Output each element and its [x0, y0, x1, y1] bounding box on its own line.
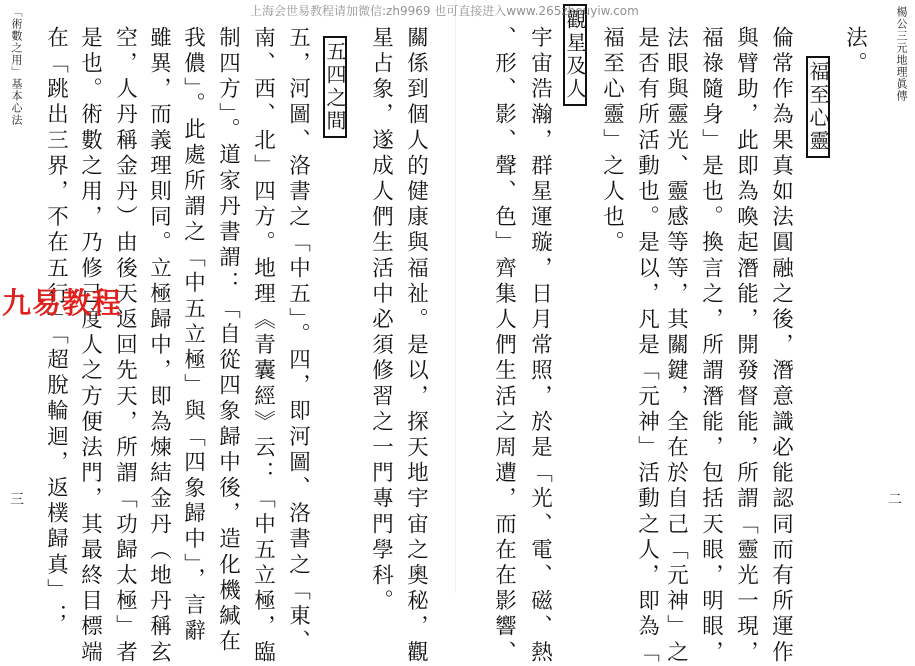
text-column: 關係到個人的健康與福祉。是以，探天地宇宙之奧秘，觀	[403, 26, 429, 666]
left-page-running-title: 「術數之用」基本心法	[10, 6, 23, 126]
text-column: 法。	[842, 26, 868, 78]
text-column: 南、西、北」四方。地理《青囊經》云：「中五立極，臨	[250, 26, 276, 666]
text-column: 在「跳出三界，不在五行」「超脫輪迴，返樸歸真」；	[43, 26, 69, 630]
section-heading: 五四之間	[323, 36, 347, 138]
text-column: 福至心靈」之人也。	[599, 26, 625, 257]
text-column: 宇宙浩瀚，群星運璇，日月常照，於是「光、電、磁、熱	[527, 26, 553, 666]
right-page-number: 二	[888, 492, 902, 508]
site-logo: 九易教程	[2, 286, 123, 320]
text-column: 倫常作為果真如法圓融之後，潛意識必能認同而有所運作	[768, 26, 794, 666]
text-column: 是否有所活動也。是以，凡是「元神」活動之人，即為「	[634, 26, 660, 666]
left-page-number: 三	[10, 492, 24, 508]
section-heading: 福至心靈	[806, 56, 830, 158]
text-column: 空，人丹稱金丹）由後天返回先天，所謂「功歸太極」者	[112, 26, 138, 666]
text-column: 是也。術數之用，乃修己度人之方便法門，其最終目標端	[77, 26, 103, 666]
watermark-text: 上海会世易教程请加微信:zh9969 也可直接进入www.265zhouyiw.com	[250, 4, 639, 18]
text-column: 法眼與靈光、靈感等等，其關鍵，全在於自己「元神」之	[663, 26, 689, 666]
text-column: 星占象，遂成人們生活中必須修習之一門專門學科。	[368, 26, 394, 615]
page-spine	[455, 0, 456, 593]
section-heading: 觀星及人	[563, 4, 587, 106]
text-column: 制四方」。道家丹書謂：「自從四象歸中後，造化機緘在	[215, 26, 241, 656]
text-column: 福祿隨身」是也。換言之，所謂潛能，包括天眼，明眼，	[698, 26, 724, 666]
text-column: 五，河圖、洛書之「中五」。四，即河圖、洛書之「東、	[285, 26, 311, 656]
text-column: 與臂助，此即為喚起潛能，開發督能，所謂「靈光一現，	[733, 26, 759, 666]
text-column: 我儂」。此處所謂之「中五立極」與「四象歸中」，言辭	[180, 26, 206, 645]
text-column: 、形、影、聲、色」齊集人們生活之周遭，而在在影響、	[491, 26, 517, 666]
text-column: 雖異，而義理則同。立極歸中，即為煉結金丹（地丹稱玄	[146, 26, 172, 666]
right-page-running-title: 楊公三元地理眞傳	[895, 6, 908, 102]
